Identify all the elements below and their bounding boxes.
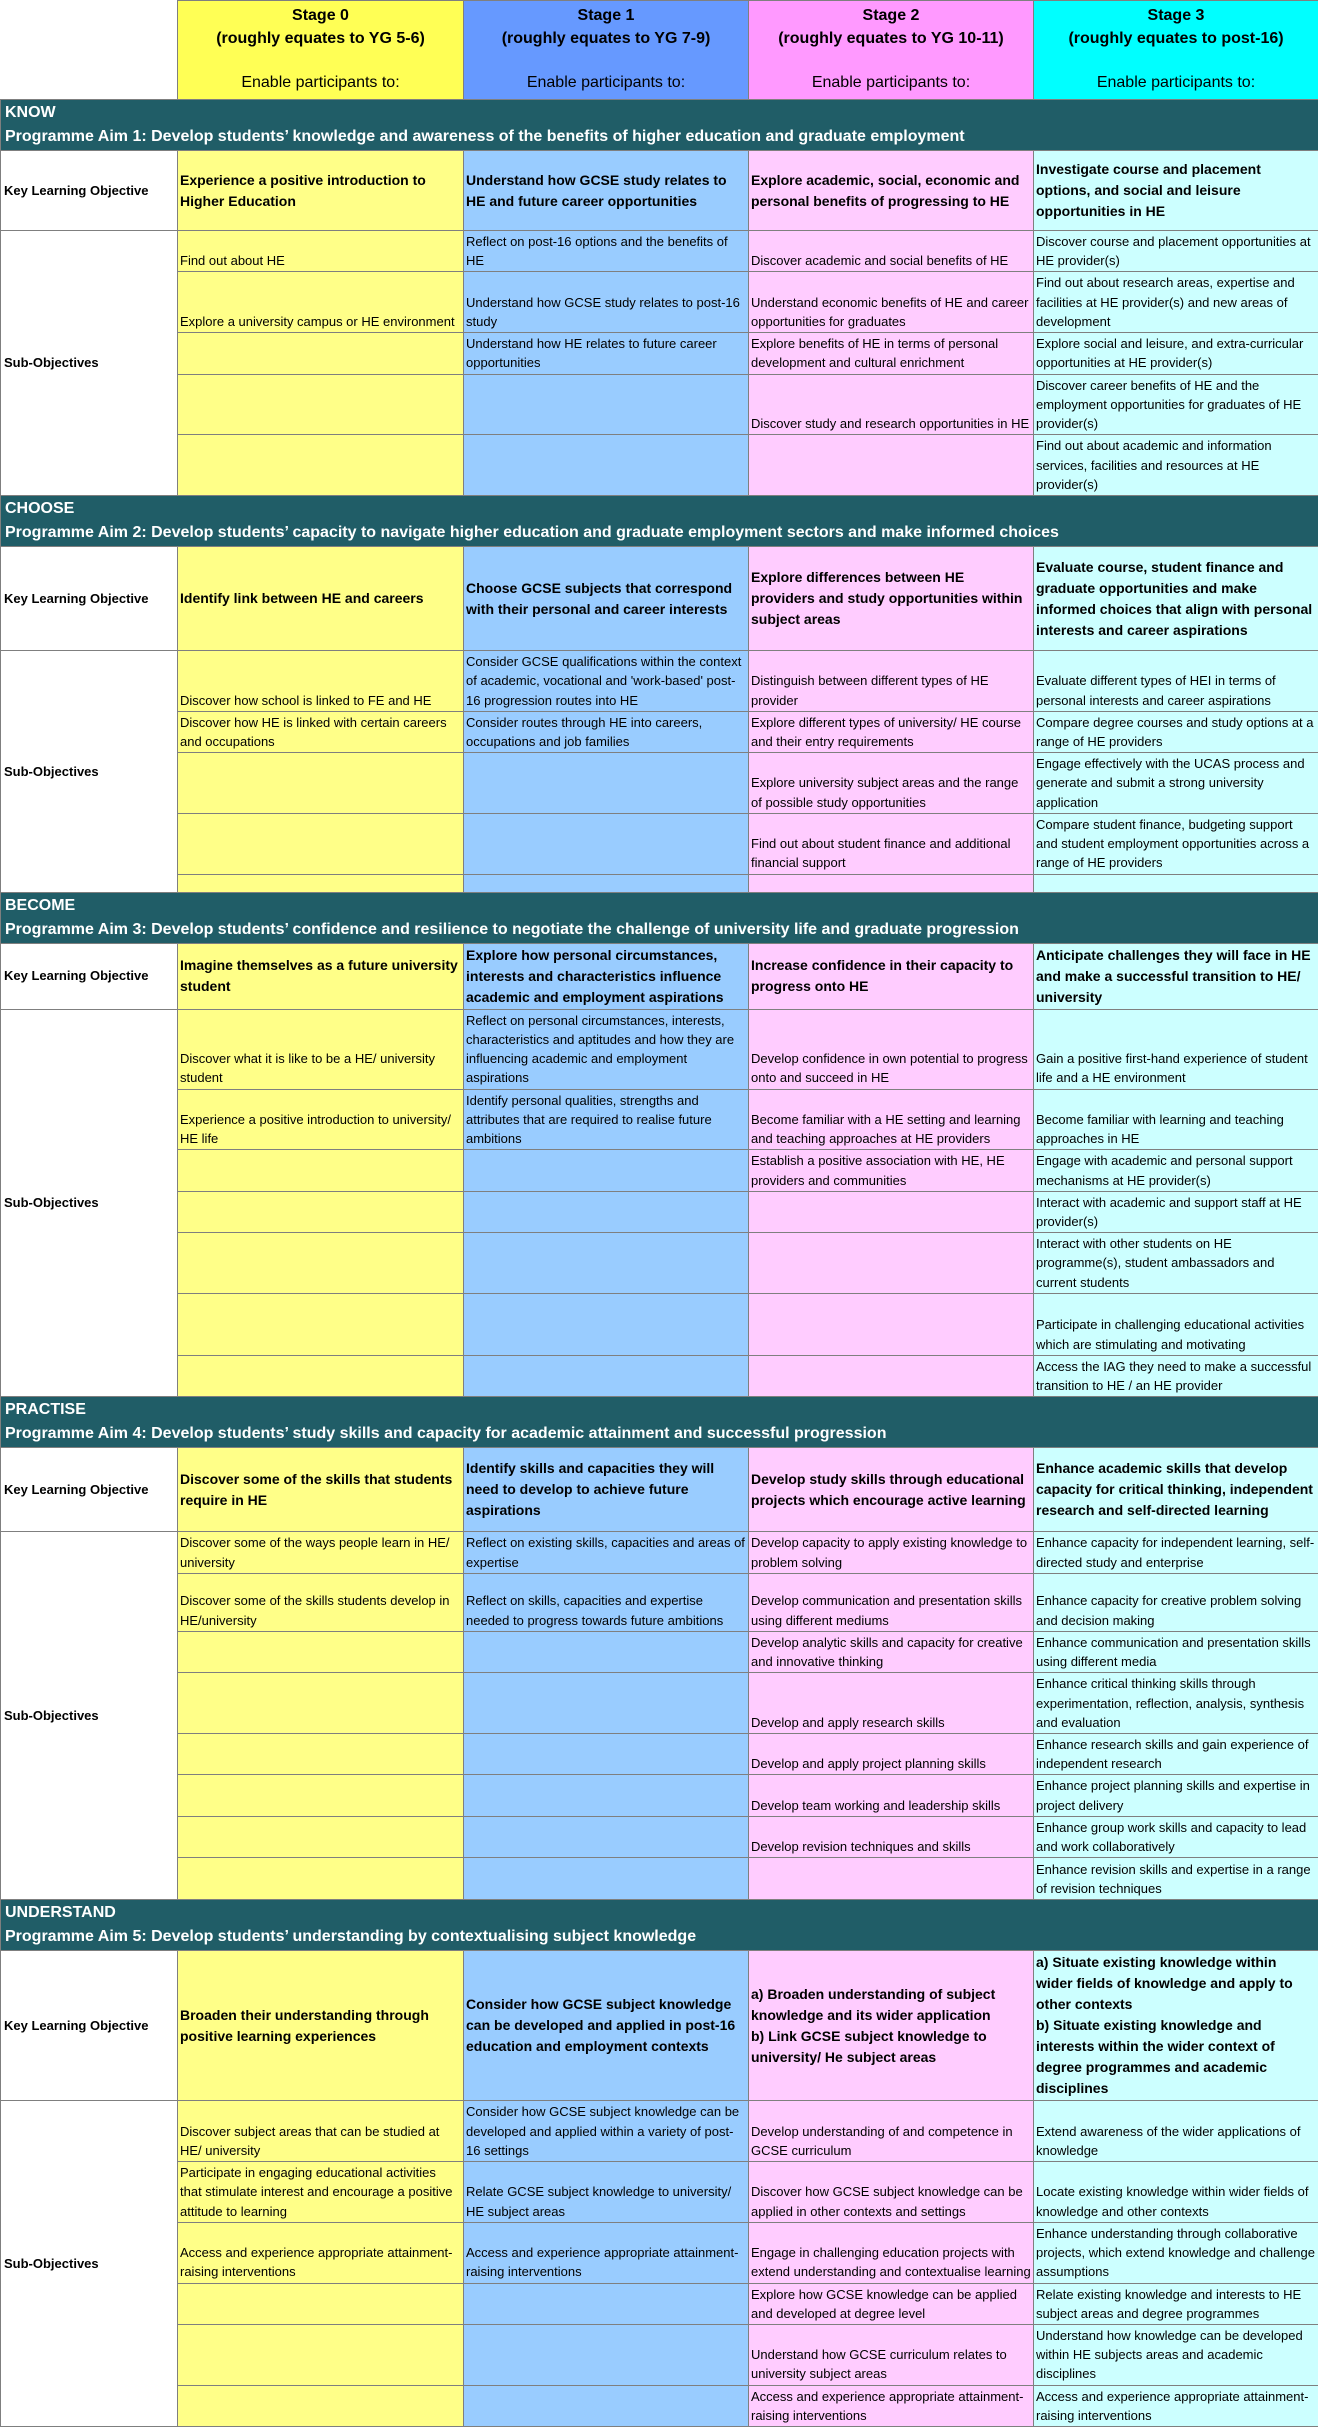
- sub-objective-stage-3: Engage with academic and personal support mechanisms at HE provider(s): [1034, 1150, 1318, 1191]
- sub-objective-stage-0: Participate in engaging educational activities that stimulate interest and encourage a positive attitude to learning: [178, 2162, 464, 2223]
- sub-objective-stage-2: [749, 1858, 1034, 1900]
- sub-objective-stage-0: [178, 2283, 464, 2324]
- stage-enable-text: Enable participants to:: [1034, 72, 1318, 95]
- sub-objective-stage-0: [178, 1150, 464, 1191]
- sub-objective-stage-0: [178, 1734, 464, 1775]
- stage-2-header: [749, 1, 1034, 100]
- sub-objective-stage-2: Explore benefits of HE in terms of personal development and cultural enrichment: [749, 333, 1034, 374]
- sub-objective-row: [1, 231, 1318, 272]
- sub-objective-stage-2: Access and experience appropriate attainment-raising interventions: [749, 2385, 1034, 2426]
- sub-objective-stage-0: [178, 1293, 464, 1355]
- sub-objective-stage-3: Interact with academic and support staff at HE provider(s): [1034, 1191, 1318, 1232]
- sub-objective-stage-3: Explore social and leisure, and extra-curricular opportunities at HE provider(s): [1034, 333, 1318, 374]
- sub-objective-stage-2: Explore university subject areas and the range of possible study opportunities: [749, 753, 1034, 814]
- klo-stage-0: Broaden their understanding through positive learning experiences: [178, 1951, 464, 2101]
- sub-objective-stage-2: Develop analytic skills and capacity for creative and innovative thinking: [749, 1631, 1034, 1672]
- sub-objective-stage-0: Access and experience appropriate attainment-raising interventions: [178, 2222, 464, 2283]
- sub-objective-stage-0: Explore a university campus or HE environment: [178, 272, 464, 333]
- stage-title: Stage 1: [464, 5, 748, 28]
- klo-stage-3: Enhance academic skills that develop capacity for critical thinking, independent research and self-directed learning: [1034, 1448, 1318, 1532]
- sub-objective-row: [1, 1734, 1318, 1775]
- corner-cell: [1, 1, 178, 100]
- stage-title: Stage 2: [749, 5, 1033, 28]
- sub-objective-stage-1: Reflect on skills, capacities and expertise needed to progress towards future ambitions: [464, 1573, 749, 1631]
- sub-objective-stage-1: [464, 374, 749, 435]
- sub-objective-stage-3: Enhance communication and presentation skills using different media: [1034, 1631, 1318, 1672]
- sub-objective-stage-3: Participate in challenging educational activities which are stimulating and motivating: [1034, 1293, 1318, 1355]
- sub-objective-stage-3: Access the IAG they need to make a successful transition to HE / an HE provider: [1034, 1355, 1318, 1396]
- sub-objective-stage-3: Compare degree courses and study options at a range of HE providers: [1034, 711, 1318, 752]
- sub-objective-stage-0: [178, 874, 464, 892]
- sub-objective-row: [1, 2325, 1318, 2386]
- sub-objective-row: [1, 753, 1318, 814]
- sub-objective-stage-3: [1034, 874, 1318, 892]
- stage-title: Stage 3: [1034, 5, 1318, 28]
- stage-enable-text: Enable participants to:: [178, 72, 463, 95]
- sub-objective-stage-3: Enhance revision skills and expertise in a range of revision techniques: [1034, 1858, 1318, 1900]
- sub-objective-stage-1: [464, 874, 749, 892]
- stage-spacer: [749, 50, 1033, 72]
- section-header-choose: [1, 496, 1318, 547]
- sub-objective-stage-2: Discover study and research opportunities in HE: [749, 374, 1034, 435]
- klo-label: Key Learning Objective: [1, 151, 178, 231]
- stage-spacer: [1034, 50, 1318, 72]
- sub-objective-row: [1, 2283, 1318, 2324]
- klo-stage-3: a) Situate existing knowledge within wider fields of knowledge and apply to other contexts b) Situate existing knowledge and interests within the wider context of degree programmes and academic disciplines: [1034, 1951, 1318, 2101]
- sub-objective-stage-1: [464, 1355, 749, 1396]
- sub-objective-stage-0: [178, 813, 464, 874]
- sub-objective-stage-3: Enhance capacity for independent learning, self-directed study and enterprise: [1034, 1532, 1318, 1573]
- sub-objective-stage-1: [464, 1673, 749, 1734]
- sub-objective-stage-3: Enhance critical thinking skills through experimentation, reflection, analysis, synthesis and evaluation: [1034, 1673, 1318, 1734]
- sub-objective-stage-2: [749, 874, 1034, 892]
- klo-stage-3: Investigate course and placement options, and social and leisure opportunities in HE: [1034, 151, 1318, 231]
- klo-stage-2: Develop study skills through educational projects which encourage active learning: [749, 1448, 1034, 1532]
- sub-objective-stage-3: Enhance group work skills and capacity to lead and work collaboratively: [1034, 1816, 1318, 1857]
- sub-objective-stage-3: Understand how knowledge can be developed within HE subjects areas and academic disciplines: [1034, 2325, 1318, 2386]
- sub-objective-row: [1, 435, 1318, 496]
- sub-objective-stage-2: Discover academic and social benefits of HE: [749, 231, 1034, 272]
- sub-objective-stage-0: [178, 1355, 464, 1396]
- sub-objectives-label: Sub-Objectives: [1, 2101, 178, 2427]
- sub-objective-stage-2: Develop communication and presentation skills using different mediums: [749, 1573, 1034, 1631]
- klo-stage-3: Evaluate course, student finance and graduate opportunities and make informed choices that align with personal interests and career aspirations: [1034, 547, 1318, 651]
- klo-stage-0: Discover some of the skills that students require in HE: [178, 1448, 464, 1532]
- stage-header-row: [1, 1, 1318, 100]
- sub-objective-stage-0: Discover what it is like to be a HE/ university student: [178, 1009, 464, 1089]
- sub-objective-stage-1: [464, 2283, 749, 2324]
- stage-subtitle: (roughly equates to YG 7-9): [464, 28, 748, 51]
- sub-objective-stage-1: [464, 435, 749, 496]
- sub-objective-stage-0: [178, 1233, 464, 1294]
- sub-objective-stage-2: Develop team working and leadership skills: [749, 1775, 1034, 1816]
- section-header-cell: [1, 100, 1318, 151]
- sub-objective-stage-2: Develop capacity to apply existing knowledge to problem solving: [749, 1532, 1034, 1573]
- sub-objective-stage-1: [464, 1233, 749, 1294]
- klo-stage-1: Identify skills and capacities they will need to develop to achieve future aspirations: [464, 1448, 749, 1532]
- sub-objective-row: [1, 1150, 1318, 1191]
- sub-objective-stage-2: [749, 1233, 1034, 1294]
- key-learning-objective-row: [1, 943, 1318, 1009]
- stage-subtitle: (roughly equates to YG 5-6): [178, 28, 463, 51]
- sub-objective-stage-0: [178, 753, 464, 814]
- key-learning-objective-row: [1, 1951, 1318, 2101]
- sub-objective-stage-0: [178, 2325, 464, 2386]
- sub-objective-row: [1, 272, 1318, 333]
- sub-objective-stage-1: Consider how GCSE subject knowledge can be developed and applied within a variety of post-16 settings: [464, 2101, 749, 2162]
- sub-objective-stage-2: [749, 1191, 1034, 1232]
- stage-spacer: [464, 50, 748, 72]
- stage-spacer: [178, 50, 463, 72]
- klo-stage-2: a) Broaden understanding of subject knowledge and its wider application b) Link GCSE subject knowledge to university/ He subject areas: [749, 1951, 1034, 2101]
- klo-stage-1: Consider how GCSE subject knowledge can be developed and applied in post-16 education and employment contexts: [464, 1951, 749, 2101]
- klo-stage-1: Explore how personal circumstances, interests and characteristics influence academic and employment aspirations: [464, 943, 749, 1009]
- sub-objective-row: [1, 333, 1318, 374]
- sub-objective-stage-1: [464, 1191, 749, 1232]
- klo-stage-0: Imagine themselves as a future university student: [178, 943, 464, 1009]
- klo-label: Key Learning Objective: [1, 943, 178, 1009]
- sub-objective-stage-1: Understand how HE relates to future career opportunities: [464, 333, 749, 374]
- section-name: CHOOSE: [5, 497, 1314, 521]
- sub-objective-stage-3: Interact with other students on HE programme(s), student ambassadors and current students: [1034, 1233, 1318, 1294]
- sub-objective-stage-0: [178, 1673, 464, 1734]
- sub-objective-stage-0: Discover some of the skills students develop in HE/university: [178, 1573, 464, 1631]
- sub-objective-stage-3: Gain a positive first-hand experience of student life and a HE environment: [1034, 1009, 1318, 1089]
- klo-label: Key Learning Objective: [1, 1951, 178, 2101]
- section-name: PRACTISE: [5, 1398, 1314, 1422]
- sub-objective-stage-1: [464, 1775, 749, 1816]
- sub-objective-stage-2: Develop and apply research skills: [749, 1673, 1034, 1734]
- sub-objective-stage-0: [178, 1816, 464, 1857]
- sub-objective-stage-3: Discover career benefits of HE and the employment opportunities for graduates of HE provider(s): [1034, 374, 1318, 435]
- sub-objectives-label: Sub-Objectives: [1, 231, 178, 496]
- section-header-cell: [1, 892, 1318, 943]
- section-header-cell: [1, 1900, 1318, 1951]
- klo-stage-1: Understand how GCSE study relates to HE and future career opportunities: [464, 151, 749, 231]
- sub-objective-stage-3: Find out about academic and information services, facilities and resources at HE provider(s): [1034, 435, 1318, 496]
- klo-label: Key Learning Objective: [1, 547, 178, 651]
- sub-objective-row: [1, 2385, 1318, 2426]
- sub-objective-row: [1, 1673, 1318, 1734]
- sub-objective-row: [1, 2222, 1318, 2283]
- sub-objective-stage-1: [464, 2325, 749, 2386]
- sub-objective-stage-1: [464, 2385, 749, 2426]
- sub-objective-stage-2: Find out about student finance and additional financial support: [749, 813, 1034, 874]
- sub-objective-stage-2: Develop and apply project planning skills: [749, 1734, 1034, 1775]
- key-learning-objective-row: [1, 547, 1318, 651]
- sub-objective-row: [1, 651, 1318, 712]
- sub-objective-stage-1: [464, 1816, 749, 1857]
- sub-objective-stage-3: Extend awareness of the wider applications of knowledge: [1034, 2101, 1318, 2162]
- sub-objective-stage-1: Understand how GCSE study relates to post-16 study: [464, 272, 749, 333]
- sub-objective-stage-2: [749, 435, 1034, 496]
- sub-objective-stage-1: Consider routes through HE into careers, occupations and job families: [464, 711, 749, 752]
- section-header-understand: [1, 1900, 1318, 1951]
- sub-objective-stage-2: [749, 1293, 1034, 1355]
- sub-objective-row: [1, 874, 1318, 892]
- stage-1-header: [464, 1, 749, 100]
- key-learning-objective-row: [1, 1448, 1318, 1532]
- programme-aim: Programme Aim 2: Develop students’ capacity to navigate higher education and graduate employment sectors and make informed choices: [5, 521, 1314, 545]
- section-header-cell: [1, 496, 1318, 547]
- sub-objective-stage-2: [749, 1355, 1034, 1396]
- sub-objective-stage-3: Locate existing knowledge within wider fields of knowledge and other contexts: [1034, 2162, 1318, 2223]
- sub-objective-stage-1: Reflect on post-16 options and the benefits of HE: [464, 231, 749, 272]
- sub-objective-stage-0: Discover how HE is linked with certain careers and occupations: [178, 711, 464, 752]
- sub-objective-row: [1, 1355, 1318, 1396]
- section-header-become: [1, 892, 1318, 943]
- sub-objective-stage-1: [464, 1293, 749, 1355]
- sub-objective-stage-1: [464, 1631, 749, 1672]
- sub-objective-row: [1, 1858, 1318, 1900]
- stage-enable-text: Enable participants to:: [464, 72, 748, 95]
- sub-objective-stage-1: Relate GCSE subject knowledge to university/ HE subject areas: [464, 2162, 749, 2223]
- sub-objective-row: [1, 2101, 1318, 2162]
- sub-objective-stage-3: Access and experience appropriate attainment-raising interventions: [1034, 2385, 1318, 2426]
- programme-aim: Programme Aim 3: Develop students’ confidence and resilience to negotiate the challenge of university life and graduate progression: [5, 918, 1314, 942]
- sub-objective-stage-0: Discover how school is linked to FE and HE: [178, 651, 464, 712]
- sub-objective-stage-0: [178, 333, 464, 374]
- sub-objective-stage-1: [464, 753, 749, 814]
- sub-objective-stage-1: Access and experience appropriate attainment-raising interventions: [464, 2222, 749, 2283]
- section-header-know: [1, 100, 1318, 151]
- section-name: UNDERSTAND: [5, 1901, 1314, 1925]
- sub-objective-stage-3: Become familiar with learning and teaching approaches in HE: [1034, 1089, 1318, 1150]
- sub-objective-row: [1, 711, 1318, 752]
- sub-objective-stage-3: Compare student finance, budgeting support and student employment opportunities across a range of HE providers: [1034, 813, 1318, 874]
- sub-objective-stage-3: Engage effectively with the UCAS process and generate and submit a strong university application: [1034, 753, 1318, 814]
- sub-objective-row: [1, 1089, 1318, 1150]
- sub-objective-stage-3: Relate existing knowledge and interests to HE subject areas and degree programmes: [1034, 2283, 1318, 2324]
- klo-stage-0: Experience a positive introduction to Higher Education: [178, 151, 464, 231]
- section-header-cell: [1, 1397, 1318, 1448]
- key-learning-objective-row: [1, 151, 1318, 231]
- sub-objective-stage-3: Enhance project planning skills and expertise in project delivery: [1034, 1775, 1318, 1816]
- stage-3-header: [1034, 1, 1318, 100]
- sub-objective-stage-2: Develop revision techniques and skills: [749, 1816, 1034, 1857]
- sub-objective-row: [1, 1775, 1318, 1816]
- sub-objective-stage-1: [464, 1150, 749, 1191]
- klo-stage-2: Increase confidence in their capacity to progress onto HE: [749, 943, 1034, 1009]
- sub-objective-stage-2: Develop confidence in own potential to progress onto and succeed in HE: [749, 1009, 1034, 1089]
- sub-objective-stage-3: Enhance understanding through collaborative projects, which extend knowledge and challenge assumptions: [1034, 2222, 1318, 2283]
- sub-objective-stage-3: Enhance research skills and gain experience of independent research: [1034, 1734, 1318, 1775]
- sub-objectives-label: Sub-Objectives: [1, 1009, 178, 1397]
- klo-stage-3: Anticipate challenges they will face in HE and make a successful transition to HE/ university: [1034, 943, 1318, 1009]
- sub-objective-stage-2: Distinguish between different types of HE provider: [749, 651, 1034, 712]
- sub-objective-row: [1, 2162, 1318, 2223]
- sub-objective-stage-2: Explore different types of university/ HE course and their entry requirements: [749, 711, 1034, 752]
- sub-objective-row: [1, 1009, 1318, 1089]
- sub-objective-stage-0: Find out about HE: [178, 231, 464, 272]
- sub-objective-stage-0: [178, 1775, 464, 1816]
- sub-objective-stage-0: [178, 1631, 464, 1672]
- stage-enable-text: Enable participants to:: [749, 72, 1033, 95]
- programme-aim: Programme Aim 1: Develop students’ knowledge and awareness of the benefits of higher education and graduate employment: [5, 125, 1314, 149]
- sub-objective-stage-3: Find out about research areas, expertise and facilities at HE provider(s) and new areas of development: [1034, 272, 1318, 333]
- sub-objective-row: [1, 1631, 1318, 1672]
- sub-objective-stage-2: Become familiar with a HE setting and learning and teaching approaches at HE providers: [749, 1089, 1034, 1150]
- klo-stage-2: Explore academic, social, economic and personal benefits of progressing to HE: [749, 151, 1034, 231]
- sub-objective-stage-0: Experience a positive introduction to university/ HE life: [178, 1089, 464, 1150]
- sub-objective-row: [1, 1573, 1318, 1631]
- sub-objective-stage-2: Engage in challenging education projects with extend understanding and contextualise learning: [749, 2222, 1034, 2283]
- sub-objective-stage-0: [178, 1858, 464, 1900]
- sub-objective-stage-1: Identify personal qualities, strengths and attributes that are required to realise future ambitions: [464, 1089, 749, 1150]
- klo-stage-1: Choose GCSE subjects that correspond with their personal and career interests: [464, 547, 749, 651]
- klo-stage-0: Identify link between HE and careers: [178, 547, 464, 651]
- sub-objective-stage-1: [464, 1734, 749, 1775]
- sub-objective-stage-0: [178, 1191, 464, 1232]
- sub-objective-stage-1: Consider GCSE qualifications within the context of academic, vocational and 'work-based' post-16 progression routes into HE: [464, 651, 749, 712]
- sub-objective-stage-3: Enhance capacity for creative problem solving and decision making: [1034, 1573, 1318, 1631]
- section-header-practise: [1, 1397, 1318, 1448]
- klo-label: Key Learning Objective: [1, 1448, 178, 1532]
- programme-aim: Programme Aim 5: Develop students’ understanding by contextualising subject knowledge: [5, 1925, 1314, 1949]
- sub-objective-stage-3: Evaluate different types of HEI in terms of personal interests and career aspirations: [1034, 651, 1318, 712]
- sub-objective-row: [1, 1532, 1318, 1573]
- sub-objective-stage-2: Explore how GCSE knowledge can be applied and developed at degree level: [749, 2283, 1034, 2324]
- sub-objective-stage-2: Understand economic benefits of HE and career opportunities for graduates: [749, 272, 1034, 333]
- stage-0-header: [178, 1, 464, 100]
- stage-subtitle: (roughly equates to post-16): [1034, 28, 1318, 51]
- sub-objective-stage-1: [464, 813, 749, 874]
- sub-objective-row: [1, 1293, 1318, 1355]
- sub-objective-row: [1, 374, 1318, 435]
- sub-objective-row: [1, 813, 1318, 874]
- stage-subtitle: (roughly equates to YG 10-11): [749, 28, 1033, 51]
- sub-objective-stage-0: [178, 374, 464, 435]
- sub-objective-stage-2: Understand how GCSE curriculum relates to university subject areas: [749, 2325, 1034, 2386]
- sub-objective-stage-0: [178, 2385, 464, 2426]
- sub-objective-stage-0: Discover some of the ways people learn in HE/ university: [178, 1532, 464, 1573]
- sub-objective-row: [1, 1816, 1318, 1857]
- sub-objective-stage-3: Discover course and placement opportunities at HE provider(s): [1034, 231, 1318, 272]
- klo-stage-2: Explore differences between HE providers and study opportunities within subject areas: [749, 547, 1034, 651]
- sub-objective-row: [1, 1233, 1318, 1294]
- sub-objective-stage-2: Discover how GCSE subject knowledge can be applied in other contexts and settings: [749, 2162, 1034, 2223]
- sub-objectives-label: Sub-Objectives: [1, 1532, 178, 1900]
- sub-objective-stage-0: Discover subject areas that can be studied at HE/ university: [178, 2101, 464, 2162]
- sub-objective-row: [1, 1191, 1318, 1232]
- section-name: KNOW: [5, 101, 1314, 125]
- section-name: BECOME: [5, 894, 1314, 918]
- stage-title: Stage 0: [178, 5, 463, 28]
- programme-aim: Programme Aim 4: Develop students’ study skills and capacity for academic attainment and successful progression: [5, 1422, 1314, 1446]
- sub-objective-stage-1: Reflect on existing skills, capacities and areas of expertise: [464, 1532, 749, 1573]
- sub-objective-stage-2: Develop understanding of and competence in GCSE curriculum: [749, 2101, 1034, 2162]
- sub-objective-stage-1: [464, 1858, 749, 1900]
- sub-objective-stage-1: Reflect on personal circumstances, interests, characteristics and aptitudes and how they are influencing academic and employment aspirations: [464, 1009, 749, 1089]
- sub-objective-stage-0: [178, 435, 464, 496]
- sub-objective-stage-2: Establish a positive association with HE, HE providers and communities: [749, 1150, 1034, 1191]
- sub-objectives-label: Sub-Objectives: [1, 651, 178, 893]
